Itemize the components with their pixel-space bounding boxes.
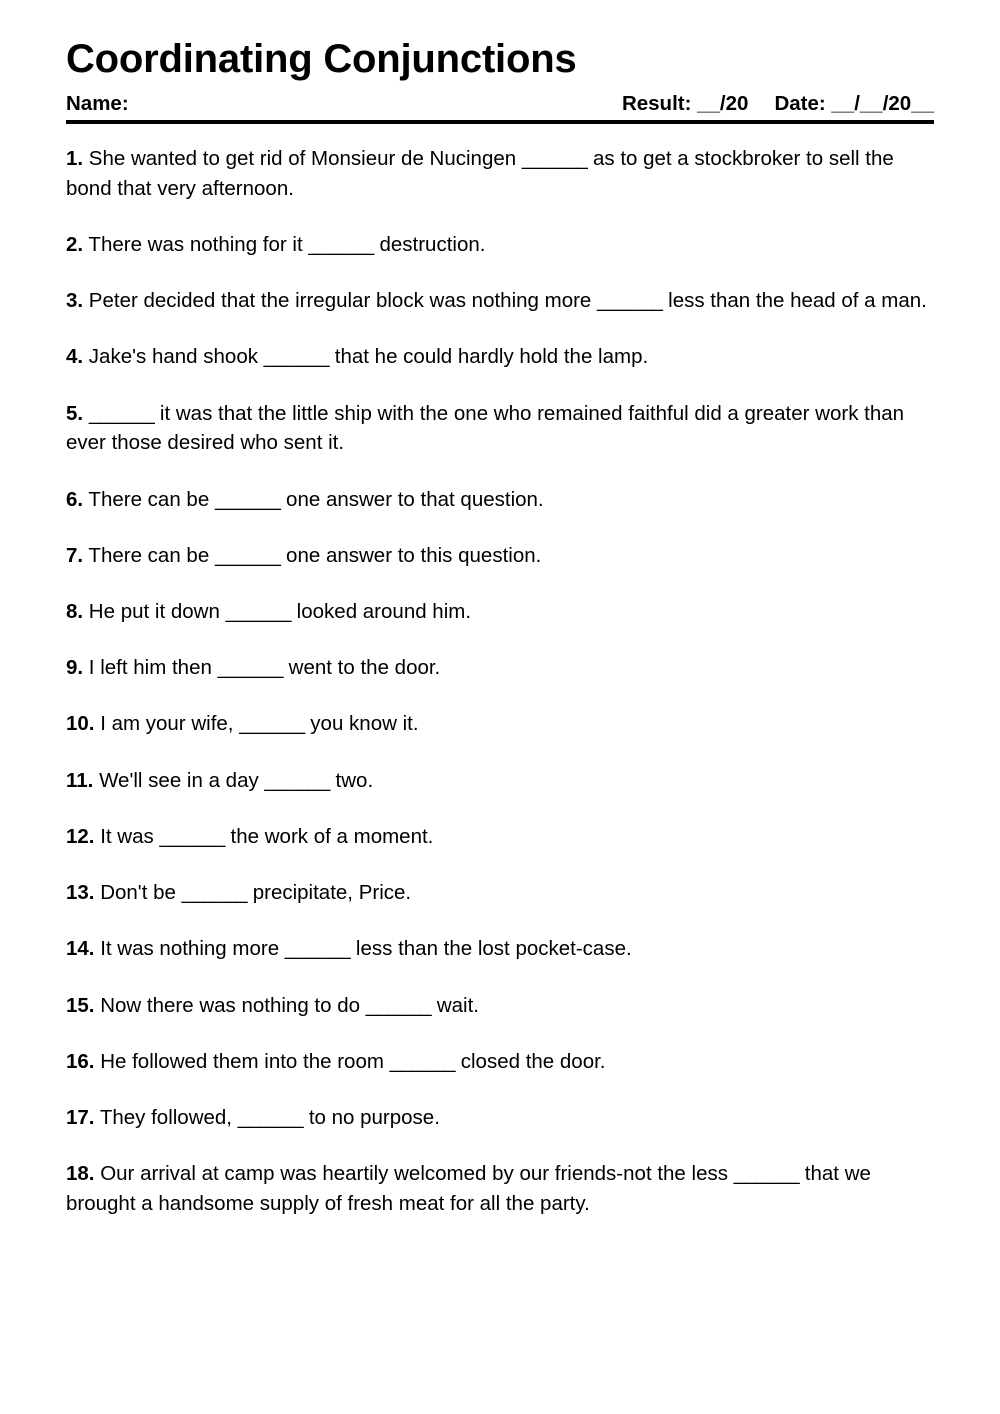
question-text: to no purpose. bbox=[303, 1105, 440, 1129]
question-text: that we brought a handsome supply of fresh meat for all the party. bbox=[66, 1162, 871, 1215]
question-text: Peter decided that the irregular block was nothing more bbox=[83, 289, 598, 313]
question-item bbox=[66, 286, 934, 316]
question-text: less than the head of a man. bbox=[662, 289, 927, 313]
question-number: 5. bbox=[66, 401, 84, 425]
question-text: the work of a moment. bbox=[224, 824, 434, 848]
question-number: 7. bbox=[66, 543, 84, 567]
worksheet-header bbox=[66, 92, 934, 116]
question-text: looked around him. bbox=[290, 599, 472, 623]
question-item bbox=[66, 766, 934, 796]
answer-blank[interactable]: ______ bbox=[225, 599, 291, 623]
answer-blank[interactable]: ______ bbox=[308, 232, 374, 256]
question-text: you know it. bbox=[304, 712, 419, 736]
question-text: closed the door. bbox=[455, 1049, 606, 1073]
question-number: 18. bbox=[66, 1162, 95, 1186]
answer-blank[interactable]: ______ bbox=[217, 656, 283, 680]
question-number: 6. bbox=[66, 487, 84, 511]
question-text: precipitate, Price. bbox=[247, 881, 412, 905]
question-item bbox=[66, 144, 934, 203]
question-text: It was nothing more bbox=[94, 937, 285, 961]
question-item bbox=[66, 1103, 934, 1133]
answer-blank[interactable]: ______ bbox=[389, 1049, 456, 1073]
question-item bbox=[66, 1159, 934, 1218]
question-item bbox=[66, 934, 934, 964]
question-text: He put it down bbox=[83, 599, 226, 623]
question-text: Now there was nothing to do bbox=[94, 993, 366, 1017]
question-text: She wanted to get rid of Monsieur de Nucingen bbox=[83, 147, 522, 170]
question-item bbox=[66, 230, 934, 260]
question-item bbox=[66, 597, 934, 627]
question-number: 10. bbox=[66, 712, 95, 736]
question-number: 15. bbox=[66, 993, 95, 1017]
question-item bbox=[66, 653, 934, 683]
question-text: it was that the little ship with the one who remained faithful did a greater work than ever those desired who sent it. bbox=[66, 401, 905, 455]
question-list bbox=[66, 144, 934, 1219]
question-text: They followed, bbox=[94, 1105, 238, 1129]
answer-blank[interactable]: ______ bbox=[597, 289, 663, 313]
question-text: It was bbox=[94, 824, 160, 848]
question-text: Our arrival at camp was heartily welcomed by our friends-not the less bbox=[94, 1162, 734, 1186]
question-text: that he could hardly hold the lamp. bbox=[329, 345, 649, 369]
question-number: 1. bbox=[66, 147, 84, 170]
question-text: one answer to this question. bbox=[280, 543, 542, 567]
question-item bbox=[66, 1047, 934, 1077]
question-text: Jake's hand shook bbox=[83, 345, 264, 369]
question-number: 17. bbox=[66, 1105, 95, 1129]
question-number: 11. bbox=[66, 768, 94, 792]
question-item bbox=[66, 342, 934, 372]
answer-blank[interactable]: ______ bbox=[239, 712, 305, 736]
question-number: 16. bbox=[66, 1049, 95, 1073]
question-number: 12. bbox=[66, 824, 95, 848]
question-text: There can be bbox=[83, 487, 215, 511]
question-number: 3. bbox=[66, 289, 84, 313]
question-text: two. bbox=[329, 768, 374, 792]
answer-blank[interactable]: ______ bbox=[733, 1162, 800, 1186]
question-item bbox=[66, 541, 934, 571]
question-item bbox=[66, 822, 934, 852]
answer-blank[interactable]: ______ bbox=[181, 881, 248, 905]
answer-blank[interactable]: ______ bbox=[263, 345, 330, 369]
answer-blank[interactable]: ______ bbox=[214, 543, 281, 567]
answer-blank[interactable]: ______ bbox=[88, 401, 155, 425]
question-text: went to the door. bbox=[282, 656, 441, 680]
question-number: 4. bbox=[66, 345, 84, 369]
question-number: 8. bbox=[66, 599, 84, 623]
question-text: We'll see in a day bbox=[93, 768, 265, 792]
question-text: There was nothing for it bbox=[83, 232, 309, 256]
question-item bbox=[66, 709, 934, 739]
question-text: He followed them into the room bbox=[94, 1049, 390, 1073]
name-field-label: Name: bbox=[66, 92, 129, 115]
question-text: I left him then bbox=[83, 656, 218, 680]
date-field-label: Date: __/__/20__ bbox=[774, 92, 934, 115]
question-text: There can be bbox=[83, 543, 215, 567]
answer-blank[interactable]: ______ bbox=[159, 824, 225, 848]
answer-blank[interactable]: ______ bbox=[365, 993, 432, 1017]
answer-blank[interactable]: ______ bbox=[284, 937, 351, 961]
question-number: 13. bbox=[66, 881, 95, 905]
question-item bbox=[66, 485, 934, 515]
header-divider bbox=[66, 120, 934, 124]
answer-blank[interactable]: ______ bbox=[264, 768, 330, 792]
result-field-label: Result: __/20 bbox=[621, 92, 749, 115]
page-title: Coordinating Conjunctions bbox=[66, 37, 577, 81]
question-item bbox=[66, 399, 934, 458]
question-text: wait. bbox=[431, 993, 479, 1017]
question-item bbox=[66, 878, 934, 908]
question-text: less than the lost pocket-case. bbox=[350, 937, 632, 961]
question-text: as to get a stockbroker to sell the bond that very afternoon. bbox=[66, 147, 894, 200]
answer-blank[interactable]: ______ bbox=[521, 147, 588, 170]
question-text: Don't be bbox=[94, 881, 182, 905]
header-right-group bbox=[622, 92, 934, 116]
question-text: one answer to that question. bbox=[280, 487, 544, 511]
answer-blank[interactable]: ______ bbox=[237, 1105, 304, 1129]
question-number: 14. bbox=[66, 937, 95, 961]
question-text: I am your wife, bbox=[94, 712, 240, 736]
question-item bbox=[66, 991, 934, 1021]
answer-blank[interactable]: ______ bbox=[214, 487, 281, 511]
question-number: 9. bbox=[66, 656, 84, 680]
question-text: destruction. bbox=[373, 232, 486, 256]
question-number: 2. bbox=[66, 232, 84, 256]
